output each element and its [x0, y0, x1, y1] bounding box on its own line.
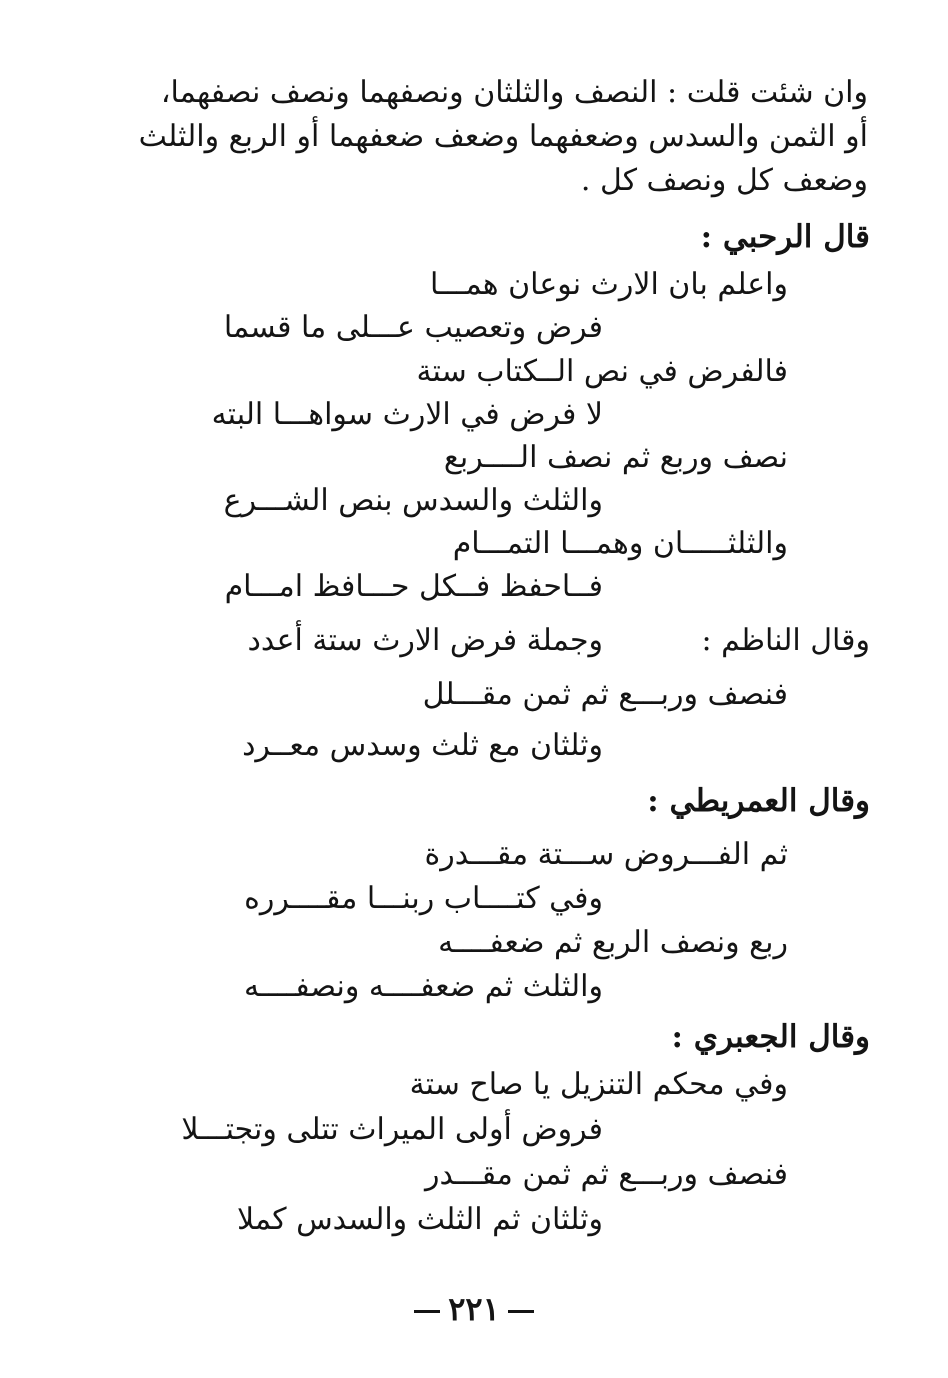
rahbi-verse-2: فرض وتعصيب عـــلى ما قسما: [223, 310, 603, 345]
umriti-verse-4: والثلث ثم ضعفــــه ونصفــــه: [244, 969, 603, 1004]
umriti-verse-2: وفي كتــــاب ربنـــا مقــــرره: [244, 881, 603, 916]
intro-line-3: وضعف كل ونصف كل .: [580, 163, 868, 198]
jabari-verse-4: وثلثان ثم الثلث والسدس كملا: [237, 1202, 603, 1237]
rahbi-verse-3: فالفرض في نص الــكتاب ستة: [416, 354, 788, 389]
rahbi-verse-8: فــاحفظ فــكل حـــافظ امـــام: [224, 569, 603, 604]
page-number-value: ٢٢١: [448, 1290, 500, 1328]
umriti-verse-3: ربع ونصف الربع ثم ضعفــــه: [438, 925, 788, 960]
page-number-dash-left: [414, 1310, 440, 1313]
jabari-heading: وقال الجعبري :: [671, 1019, 870, 1055]
rahbi-heading: قال الرحبي :: [700, 219, 870, 255]
rahbi-verse-5: نصف وربع ثم نصف الــــربع: [443, 440, 788, 475]
intro-line-1: وان شئت قلت : النصف والثلثان ونصفهما ونصف نصفهما،: [160, 75, 868, 110]
umriti-verse-1: ثم الفـــروض ســـتة مقـــدرة: [424, 837, 788, 872]
intro-line-2: أو الثمن والسدس وضعفهما وضعف ضعفهما أو الربع والثلث: [138, 119, 868, 154]
jabari-verse-1: وفي محكم التنزيل يا صاح ستة: [409, 1067, 788, 1102]
page-number: [0, 1290, 948, 1328]
rahbi-verse-4: لا فرض في الارث سواهـــا البته: [211, 397, 603, 432]
jabari-verse-2: فروض أولى الميراث تتلى وتجتـــلا: [181, 1112, 603, 1147]
umriti-heading: وقال العمريطي :: [647, 783, 870, 819]
rahbi-verse-1: واعلم بان الارث نوعان همـــا: [429, 267, 788, 302]
page-number-dash-right: [508, 1310, 534, 1313]
rahbi-verse-7: والثلثـــــان وهمـــا التمـــام: [452, 526, 788, 561]
rahbi-verse-6: والثلث والسدس بنص الشـــرع: [223, 483, 603, 518]
nazim-verse-2: فنصف وربـــع ثم ثمن مقـــلل: [422, 677, 788, 712]
nazim-label: وقال الناظم :: [701, 623, 870, 658]
nazim-verse-1: وجملة فرض الارث ستة أعدد: [247, 623, 603, 658]
jabari-verse-3: فنصف وربـــع ثم ثمن مقـــدر: [425, 1157, 788, 1192]
nazim-verse-3: وثلثان مع ثلث وسدس معــرد: [242, 728, 603, 763]
